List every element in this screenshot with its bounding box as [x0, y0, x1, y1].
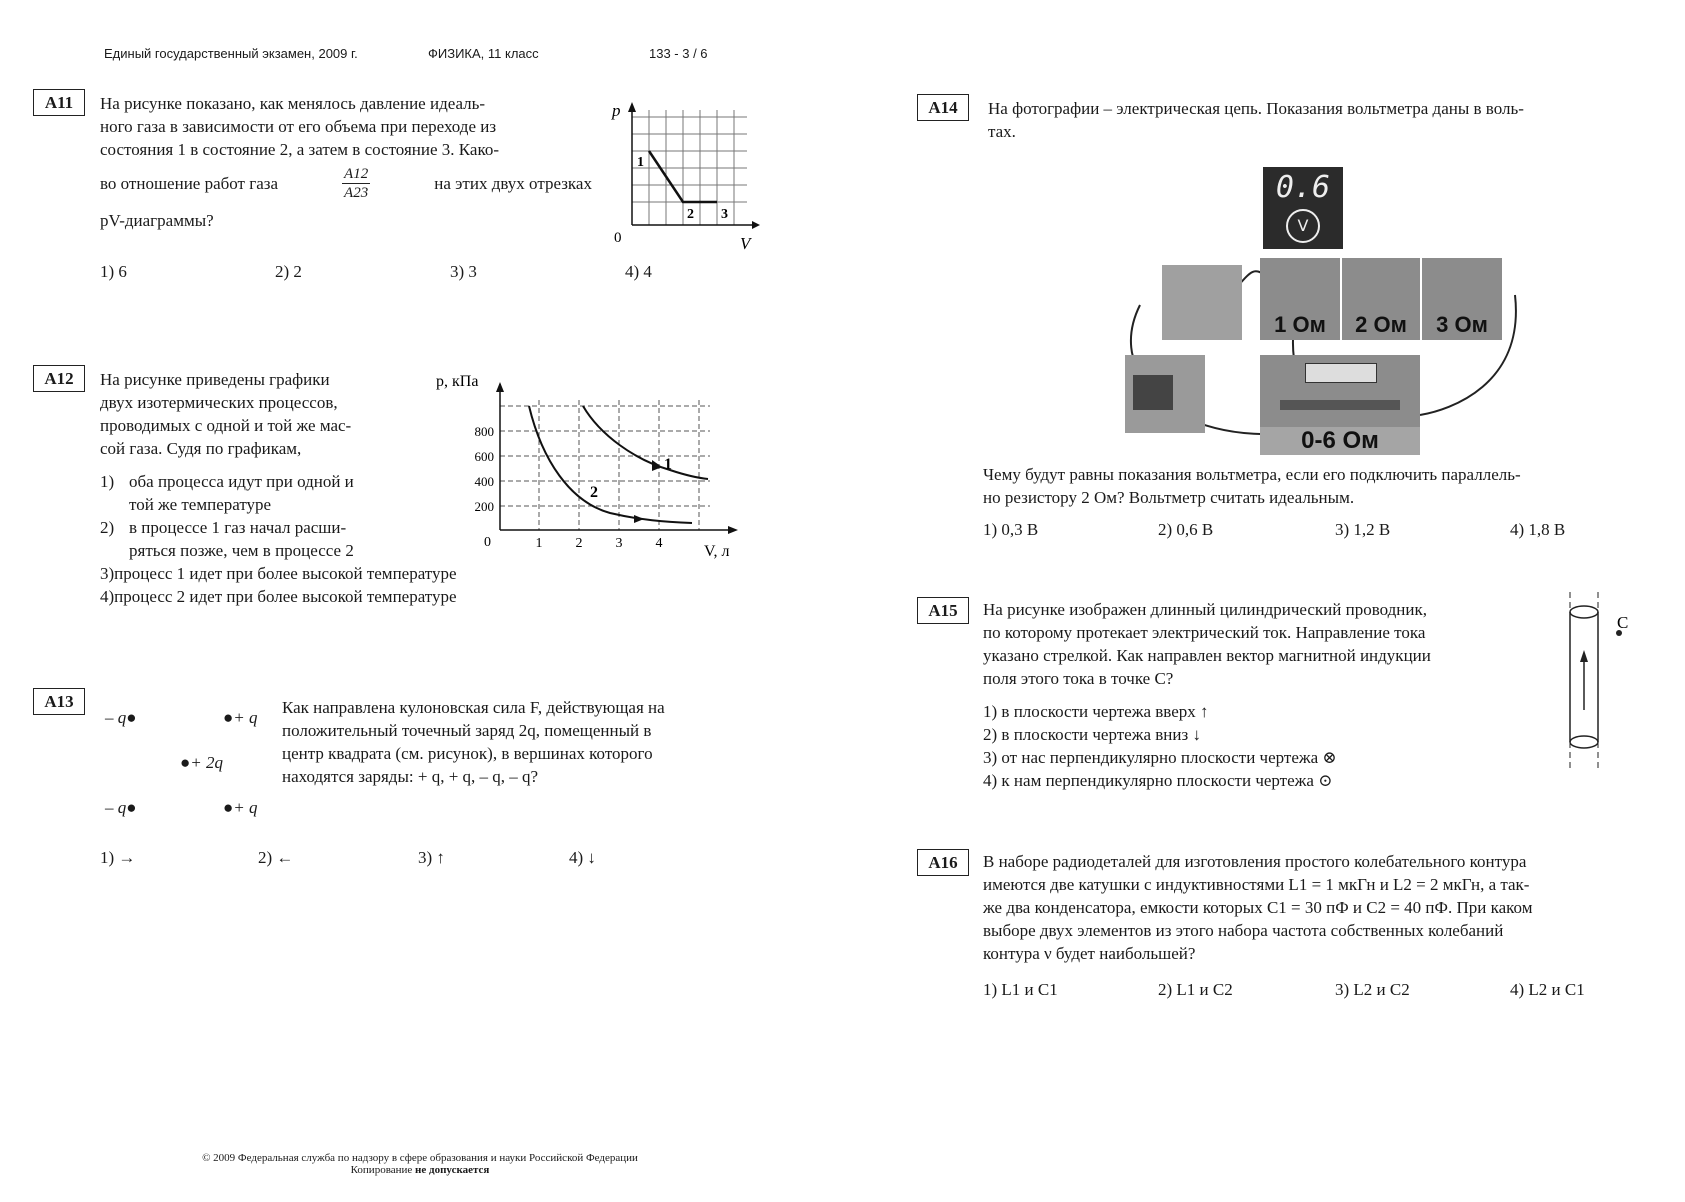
a16-line: имеются две катушки с индуктивностями L1 = 1 мкГн и L2 = 2 мкГн, а так-	[983, 875, 1530, 894]
conductor-bottom-end	[1570, 736, 1598, 748]
a11-point-1: 1	[637, 155, 644, 170]
a12-origin: 0	[484, 535, 491, 550]
a12-text	[100, 368, 418, 460]
resistor-3-block	[1422, 258, 1502, 340]
a12-y-tick: 600	[474, 449, 494, 464]
task-number-a16: A16	[917, 849, 969, 876]
a16-answer-4[interactable]: 4) L2 и C1	[1510, 980, 1585, 999]
a11-text	[100, 92, 592, 232]
a12-x-tick: 2	[575, 536, 583, 551]
a16-line: В наборе радиодеталей для изготовления простого колебательного контура	[983, 852, 1527, 871]
a11-last-line: pV-диаграммы?	[100, 211, 214, 230]
a14-answer-1[interactable]: 1) 0,3 В	[983, 520, 1039, 539]
a13-charge-bottom-right: ●+ q	[223, 798, 258, 817]
a13-answer-3[interactable]: 3) ↑	[418, 848, 445, 867]
a11-answer-3[interactable]: 3) 3	[450, 262, 477, 281]
a12-option-4[interactable]: 4) процесс 2 идет при более высокой температуре	[100, 587, 457, 606]
a11-ratio-suffix: на этих двух отрезках	[434, 173, 592, 193]
a15-line: указано стрелкой. Как направлен вектор магнитной индукции	[983, 646, 1431, 665]
a13-text	[282, 696, 762, 788]
a12-curve-label-2: 2	[590, 484, 598, 501]
a15-option-1[interactable]: 1) в плоскости чертежа вверх ↑	[983, 702, 1209, 721]
a14-answer-4[interactable]: 4) 1,8 В	[1510, 520, 1566, 539]
a11-answer-4[interactable]: 4) 4	[625, 262, 652, 281]
a12-y-tick: 400	[474, 474, 494, 489]
a13-line: центр квадрата (см. рисунок), в вершинах которого	[282, 744, 653, 763]
resistor-2-label: 2 Ом	[1355, 312, 1407, 337]
a15-line: На рисунке изображен длинный цилиндрический проводник,	[983, 600, 1428, 619]
a12-y-tick: 800	[474, 424, 494, 439]
point-c-label: C	[1617, 613, 1629, 632]
a14-line: тах.	[988, 122, 1016, 141]
a11-answer-2[interactable]: 2) 2	[275, 262, 302, 281]
battery-block	[1125, 355, 1205, 433]
a12-line: двух изотермических процессов,	[100, 393, 338, 412]
header-page: 133 - 3 / 6	[649, 46, 708, 61]
a12-curve-label-1: 1	[664, 456, 672, 473]
rheostat-coil	[1280, 400, 1400, 410]
a16-line: контура ν будет наибольшей?	[983, 944, 1196, 963]
a12-isotherm-graph	[430, 370, 750, 570]
task-number-a13: A13	[33, 688, 85, 715]
a14-line: На фотографии – электрическая цепь. Показания вольтметра даны в воль-	[988, 99, 1524, 118]
a14-answer-3[interactable]: 3) 1,2 В	[1335, 520, 1391, 539]
a16-line: выборе двух элементов из этого набора частота собственных колебаний	[983, 921, 1504, 940]
a13-line: положительный точечный заряд 2q, помещенный в	[282, 721, 652, 740]
a15-option-2[interactable]: 2) в плоскости чертежа вниз ↓	[983, 725, 1201, 744]
a16-text	[983, 850, 1648, 965]
a16-answer-3[interactable]: 3) L2 и C2	[1335, 980, 1410, 999]
a16-answer-2[interactable]: 2) L1 и C2	[1158, 980, 1233, 999]
a11-x-label: V	[740, 234, 751, 253]
a12-line: сой газа. Судя по графикам,	[100, 439, 302, 458]
a11-origin: 0	[614, 230, 622, 246]
resistor-2-block	[1342, 258, 1420, 340]
a13-line: Как направлена кулоновская сила F, действующая на	[282, 698, 665, 717]
a12-options	[100, 470, 457, 608]
a16-answer-1[interactable]: 1) L1 и C1	[983, 980, 1058, 999]
rheostat-label: 0-6 Ом	[1260, 427, 1420, 455]
a15-option-4[interactable]: 4) к нам перпендикулярно плоскости чертежа ⊙	[983, 771, 1333, 790]
a13-charge-top-left: – q●	[105, 708, 137, 727]
a12-y-tick: 200	[474, 499, 494, 514]
footer	[140, 1152, 700, 1176]
rheostat-slider	[1305, 363, 1377, 383]
conductor-top-end	[1570, 606, 1598, 618]
a11-fraction	[342, 165, 370, 202]
task-number-a11: A11	[33, 89, 85, 116]
a11-y-label: p	[612, 101, 621, 120]
a12-curve-1	[583, 406, 708, 479]
voltmeter-symbol: V	[1286, 209, 1320, 243]
a12-option-1[interactable]: 1) оба процесса идут при одной и той же температуре	[100, 472, 354, 514]
task-number-a14: A14	[917, 94, 969, 121]
a12-option-3[interactable]: 3) процесс 1 идет при более высокой температуре	[100, 564, 457, 583]
resistor-3-label: 3 Ом	[1436, 312, 1488, 337]
a13-charge-diagram	[100, 708, 270, 818]
switch-block	[1162, 265, 1242, 340]
a13-answer-2[interactable]: 2) ←	[258, 848, 294, 867]
a11-ratio-prefix: во отношение работ газа	[100, 173, 279, 193]
a15-text	[983, 598, 1537, 690]
a12-x-tick: 3	[615, 536, 623, 551]
a12-x-tick: 1	[535, 536, 543, 551]
a12-y-label: p, кПа	[436, 373, 479, 390]
a15-options	[983, 700, 1463, 792]
a12-x-tick: 4	[655, 536, 663, 551]
resistor-1-label: 1 Ом	[1274, 312, 1326, 337]
a15-line: по которому протекает электрический ток. Направление тока	[983, 623, 1426, 642]
a11-line: На рисунке показано, как менялось давление идеаль-	[100, 94, 486, 113]
a11-fraction-den: A23	[344, 184, 369, 201]
a11-line: ного газа в зависимости от его объема при переходе из	[100, 117, 497, 136]
a14-circuit-photo	[1120, 165, 1530, 460]
a11-pv-graph	[602, 100, 762, 256]
a13-answer-4[interactable]: 4) ↓	[569, 848, 596, 867]
voltmeter	[1263, 167, 1343, 249]
a13-line: находятся заряды: + q, + q, – q, – q?	[282, 767, 539, 786]
voltmeter-display: 0.6	[1275, 170, 1331, 205]
a14-question-line: Чему будут равны показания вольтметра, если его подключить параллель-	[983, 465, 1521, 484]
a15-line: поля этого тока в точке С?	[983, 669, 1174, 688]
a13-answer-1[interactable]: 1) →	[100, 848, 136, 867]
a14-answer-2[interactable]: 2) 0,6 В	[1158, 520, 1214, 539]
task-number-a15: A15	[917, 597, 969, 624]
a12-line: На рисунке приведены графики	[100, 370, 330, 389]
a11-line: состояния 1 в состояние 2, а затем в состояние 3. Како-	[100, 140, 500, 159]
header-subject: ФИЗИКА, 11 класс	[428, 46, 539, 61]
a11-point-3: 3	[721, 207, 728, 222]
a12-option-2[interactable]: 2) в процессе 1 газ начал расши- ряться позже, чем в процессе 2	[100, 518, 354, 560]
a16-line: же два конденсатора, емкости которых C1 = 30 пФ и C2 = 40 пФ. При каком	[983, 898, 1533, 917]
a15-conductor-figure	[1555, 590, 1635, 770]
a12-line: проводимых с одной и той же мас-	[100, 416, 352, 435]
a12-x-label: V, л	[704, 543, 730, 560]
a14-question	[983, 463, 1648, 509]
resistor-1-block	[1260, 258, 1340, 340]
a15-option-3[interactable]: 3) от нас перпендикулярно плоскости чертежа ⊗	[983, 748, 1337, 767]
a11-point-2: 2	[687, 207, 694, 222]
footer-copy-note-bold: не допускается	[415, 1164, 490, 1176]
task-number-a12: A12	[33, 365, 85, 392]
a13-charge-center: ●+ 2q	[180, 753, 224, 772]
footer-copyright: © 2009 Федеральная служба по надзору в сфере образования и науки Российской Федерации	[202, 1152, 638, 1164]
a11-ratio-line	[100, 161, 592, 205]
a13-charge-bottom-left: – q●	[105, 798, 137, 817]
battery-body	[1133, 375, 1173, 410]
a14-text	[988, 97, 1650, 143]
header-exam: Единый государственный экзамен, 2009 г.	[104, 46, 358, 61]
footer-copy-note: Копирование не допускается	[350, 1164, 490, 1176]
a14-question-line: но резистору 2 Ом? Вольтметр считать идеальным.	[983, 488, 1355, 507]
a13-charge-top-right: ●+ q	[223, 708, 258, 727]
rheostat-block	[1260, 355, 1420, 455]
a11-fraction-num: A12	[344, 165, 369, 182]
a11-answer-1[interactable]: 1) 6	[100, 262, 127, 281]
